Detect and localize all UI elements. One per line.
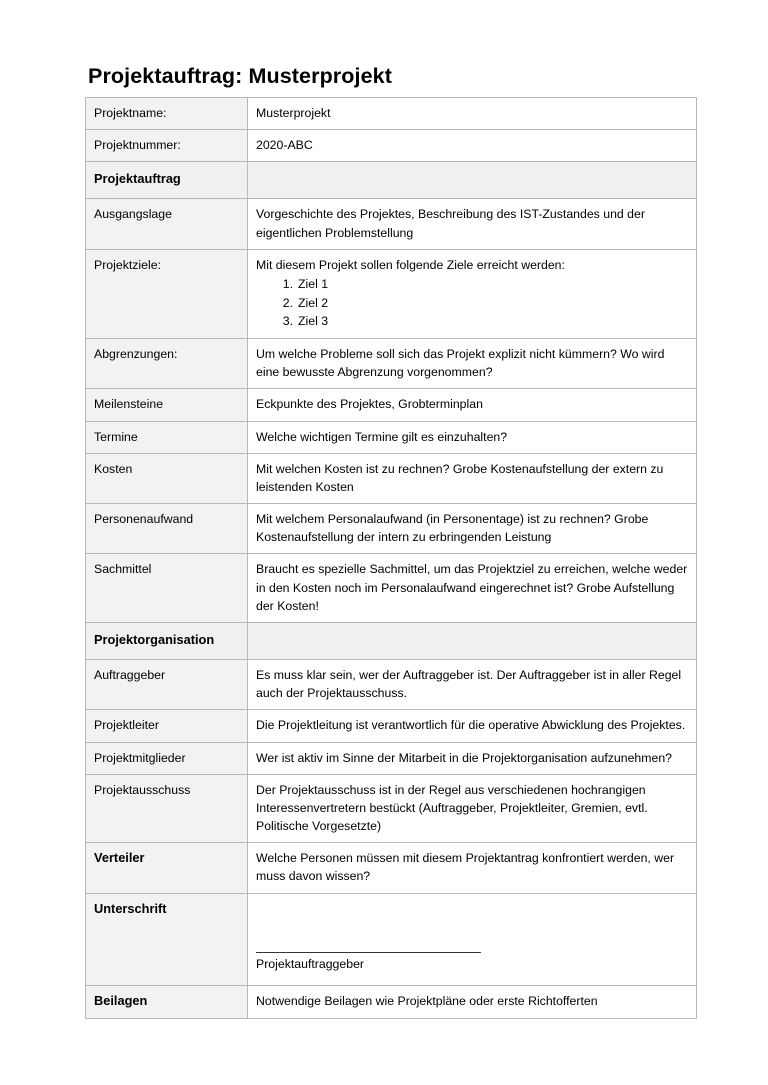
row-value: Mit welchem Personalaufwand (in Personentage) ist zu rechnen? Grobe Kostenaufstellung der intern zu erbringenden Leistung [248,504,697,554]
row-value-goals [248,249,697,338]
table-row [86,985,697,1018]
row-label: Termine [86,421,248,453]
row-value: Um welche Probleme soll sich das Projekt explizit nicht kümmern? Wo wird eine bewusste Abgrenzung vorgenommen? [248,338,697,388]
table-row [86,843,697,893]
row-value: Welche Personen müssen mit diesem Projektantrag konfrontiert werden, wer muss davon wissen? [248,843,697,893]
row-value: Notwendige Beilagen wie Projektpläne oder erste Richtofferten [248,985,697,1018]
row-label: Projektmitglieder [86,742,248,774]
goals-list-item: Ziel 3 [298,314,329,329]
table-row [86,554,697,623]
section-empty-cell [248,623,697,660]
signature-blank-space[interactable] [256,900,688,952]
row-value: 2020-ABC [248,130,697,162]
row-label: Meilensteine [86,389,248,421]
section-heading: Projektauftrag [86,162,248,199]
table-row [86,742,697,774]
row-label: Beilagen [86,985,248,1018]
row-label: Projektnummer: [86,130,248,162]
table-section-row [86,623,697,660]
row-label: Unterschrift [86,893,248,985]
section-empty-cell [248,162,697,199]
row-label: Projektleiter [86,710,248,742]
goals-list-item: Ziel 1 [298,276,329,291]
project-charter-table [85,97,697,1019]
goals-list [256,275,688,331]
table-row [86,504,697,554]
table-row [86,389,697,421]
row-label: Ausgangslage [86,199,248,249]
table-row [86,774,697,843]
row-label: Projektname: [86,98,248,130]
page-title: Projektauftrag: Musterprojekt [88,64,392,89]
row-label: Projektziele: [86,249,248,338]
row-label: Verteiler [86,843,248,893]
row-value: Der Projektausschuss ist in der Regel aus verschiedenen hochrangigen Interessenvertretern bestückt (Auftraggeber, Projektleiter, Gremien, evtl. Politische Vorgesetzte) [248,774,697,843]
row-label: Abgrenzungen: [86,338,248,388]
table-row [86,338,697,388]
row-value: Eckpunkte des Projektes, Grobterminplan [248,389,697,421]
row-value: Musterprojekt [248,98,697,130]
table-row [86,98,697,130]
row-value: Wer ist aktiv im Sinne der Mitarbeit in die Projektorganisation aufzunehmen? [248,742,697,774]
table-row [86,659,697,709]
signature-caption: Projektauftraggeber [256,956,365,971]
goals-intro: Mit diesem Projekt sollen folgende Ziele erreicht werden: [256,257,565,272]
row-value: Die Projektleitung ist verantwortlich für die operative Abwicklung des Projektes. [248,710,697,742]
row-label: Personenaufwand [86,504,248,554]
row-value: Mit welchen Kosten ist zu rechnen? Grobe Kostenaufstellung der extern zu leistenden Kosten [248,453,697,503]
row-value: Vorgeschichte des Projektes, Beschreibung des IST-Zustandes und der eigentlichen Problemstellung [248,199,697,249]
table-row [86,710,697,742]
row-label: Projektausschuss [86,774,248,843]
row-label: Auftraggeber [86,659,248,709]
table-row [86,453,697,503]
table-body [86,98,697,1019]
project-charter-table-wrapper [85,97,696,1019]
table-section-row [86,162,697,199]
row-value: Welche wichtigen Termine gilt es einzuhalten? [248,421,697,453]
table-row [86,130,697,162]
signature-line [256,952,481,953]
table-row [86,249,697,338]
row-value: Es muss klar sein, wer der Auftraggeber ist. Der Auftraggeber ist in aller Regel auch der Projektausschuss. [248,659,697,709]
row-label: Sachmittel [86,554,248,623]
table-row [86,199,697,249]
table-row-signature [86,893,697,985]
row-value: Braucht es spezielle Sachmittel, um das Projektziel zu erreichen, welche weder in den Kosten noch im Personalaufwand eingerechnet ist? Grobe Aufstellung der Kosten! [248,554,697,623]
section-heading: Projektorganisation [86,623,248,660]
goals-list-item: Ziel 2 [298,295,329,310]
table-row [86,421,697,453]
signature-area [248,893,697,985]
row-label: Kosten [86,453,248,503]
